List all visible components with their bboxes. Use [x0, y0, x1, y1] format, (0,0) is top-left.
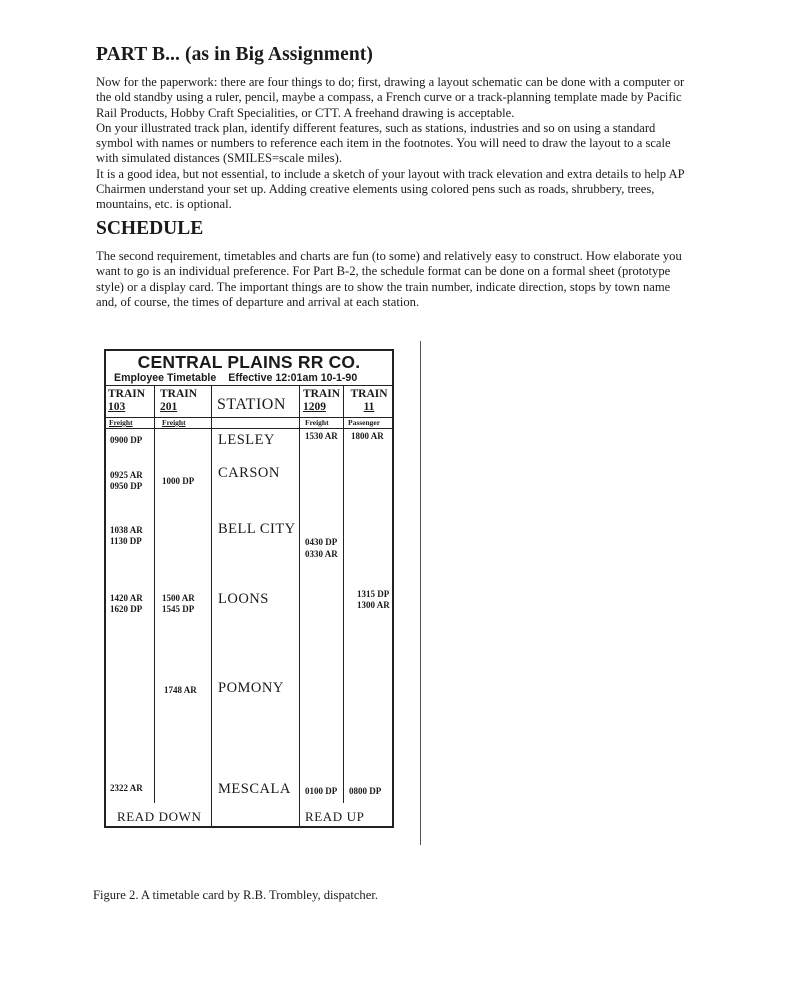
part-b-heading: PART B... (as in Big Assignment) — [96, 44, 373, 65]
time-cell: 1130 DP — [110, 536, 142, 546]
time-cell: 0100 DP — [305, 786, 338, 796]
divider — [299, 385, 300, 828]
time-cell: 1038 AR — [110, 525, 143, 535]
time-cell: 0900 DP — [110, 435, 143, 445]
train-103-header — [108, 388, 150, 414]
timetable-title: CENTRAL PLAINS RR CO. — [137, 352, 361, 372]
station-loons: LOONS — [218, 591, 269, 607]
train-label: TRAIN — [108, 388, 146, 400]
text-line: the old standby using a ruler, pencil, maybe a compass, a French curve or a track-planning template made by Pacific — [96, 90, 682, 105]
time-cell: 0925 AR — [110, 470, 143, 480]
time-cell: 1620 DP — [110, 604, 143, 614]
divider — [211, 385, 212, 828]
text-line: It is a good idea, but not essential, to include a sketch of your layout with track elevation and extra details to help AP — [96, 166, 685, 181]
train-type: Freight — [305, 418, 329, 427]
figure-caption: Figure 2. A timetable card by R.B. Trombley, dispatcher. — [93, 888, 378, 902]
station-bell-city: BELL CITY — [218, 521, 296, 537]
effective-date: Effective 12:01am 10-1-90 — [228, 372, 358, 384]
timetable-subtitle — [114, 372, 357, 384]
divider — [343, 385, 344, 803]
text-line: On your illustrated track plan, identify different features, such as stations, industries and so on using a standard — [96, 120, 656, 135]
time-cell: 1545 DP — [162, 604, 195, 614]
text-line: style) or a display card. The important things are to show the train number, indicate direction, stops by town name — [96, 279, 671, 294]
train-label: TRAIN — [303, 388, 341, 400]
time-cell: 2322 AR — [110, 783, 143, 793]
schedule-paragraph — [96, 249, 736, 310]
train-number: 201 — [160, 401, 178, 413]
text-line: mountains, etc. is optional. — [96, 197, 232, 212]
text-line: Now for the paperwork: there are four things to do; first, drawing a layout schematic can be done with a computer or — [96, 75, 685, 89]
schedule-heading: SCHEDULE — [96, 218, 204, 239]
station-pomony: POMONY — [218, 680, 284, 696]
time-cell: 1748 AR — [164, 685, 197, 695]
train-number: 1209 — [303, 401, 326, 413]
text-line: Rail Products, Hobby Craft Specialities, or CTT. A freehand drawing is acceptable. — [96, 105, 515, 120]
text-line: The second requirement, timetables and charts are fun (to some) and relatively easy to construct. How elaborate you — [96, 249, 682, 263]
part-b-paragraph — [96, 75, 736, 213]
time-cell: 0430 DP — [305, 537, 338, 547]
train-type: Freight — [109, 418, 133, 427]
train-number: 11 — [363, 401, 375, 413]
train-1209-header — [303, 388, 345, 414]
train-label: TRAIN — [350, 388, 388, 400]
time-cell: 1500 AR — [162, 593, 195, 603]
train-type: Freight — [162, 418, 186, 427]
vertical-rule — [420, 341, 421, 845]
time-cell: 1420 AR — [110, 593, 143, 603]
train-type: Passenger — [348, 418, 381, 427]
time-cell: 0800 DP — [349, 786, 382, 796]
text-line: with simulated distances (SMILES=scale miles). — [96, 151, 342, 166]
train-number: 103 — [108, 401, 126, 413]
text-line: and, of course, the times of departure and arrival at each station. — [96, 294, 420, 309]
time-cell: 1800 AR — [351, 431, 384, 441]
train-11-header — [346, 388, 392, 414]
divider — [106, 428, 392, 429]
time-cell: 0330 AR — [305, 549, 338, 559]
divider — [154, 385, 155, 803]
read-up-label: READ UP — [305, 809, 365, 824]
text-line: symbol with names or numbers to reference each item in the footnotes. You will need to draw the layout to a scale — [96, 136, 671, 151]
time-cell: 1530 AR — [305, 431, 338, 441]
train-label: TRAIN — [160, 388, 198, 400]
subtitle-text: Employee Timetable — [114, 372, 217, 384]
read-down-label: READ DOWN — [117, 809, 202, 824]
time-cell: 1315 DP — [357, 589, 390, 599]
station-carson: CARSON — [218, 465, 280, 481]
train-201-header — [160, 388, 208, 414]
time-cell: 1300 AR — [357, 600, 390, 610]
divider — [106, 385, 392, 386]
station-mescala: MESCALA — [218, 781, 291, 797]
text-line: want to go is an individual preference. For Part B-2, the schedule format can be done on a formal sheet (prototype — [96, 264, 671, 279]
time-cell: 1000 DP — [162, 476, 195, 486]
station-lesley: LESLEY — [218, 432, 275, 448]
text-line: Chairmen understand your set up. Adding creative elements using colored pens such as roads, shrubbery, trees, — [96, 182, 655, 197]
time-cell: 0950 DP — [110, 481, 143, 491]
station-header: STATION — [217, 396, 286, 413]
timetable-card — [104, 349, 394, 828]
